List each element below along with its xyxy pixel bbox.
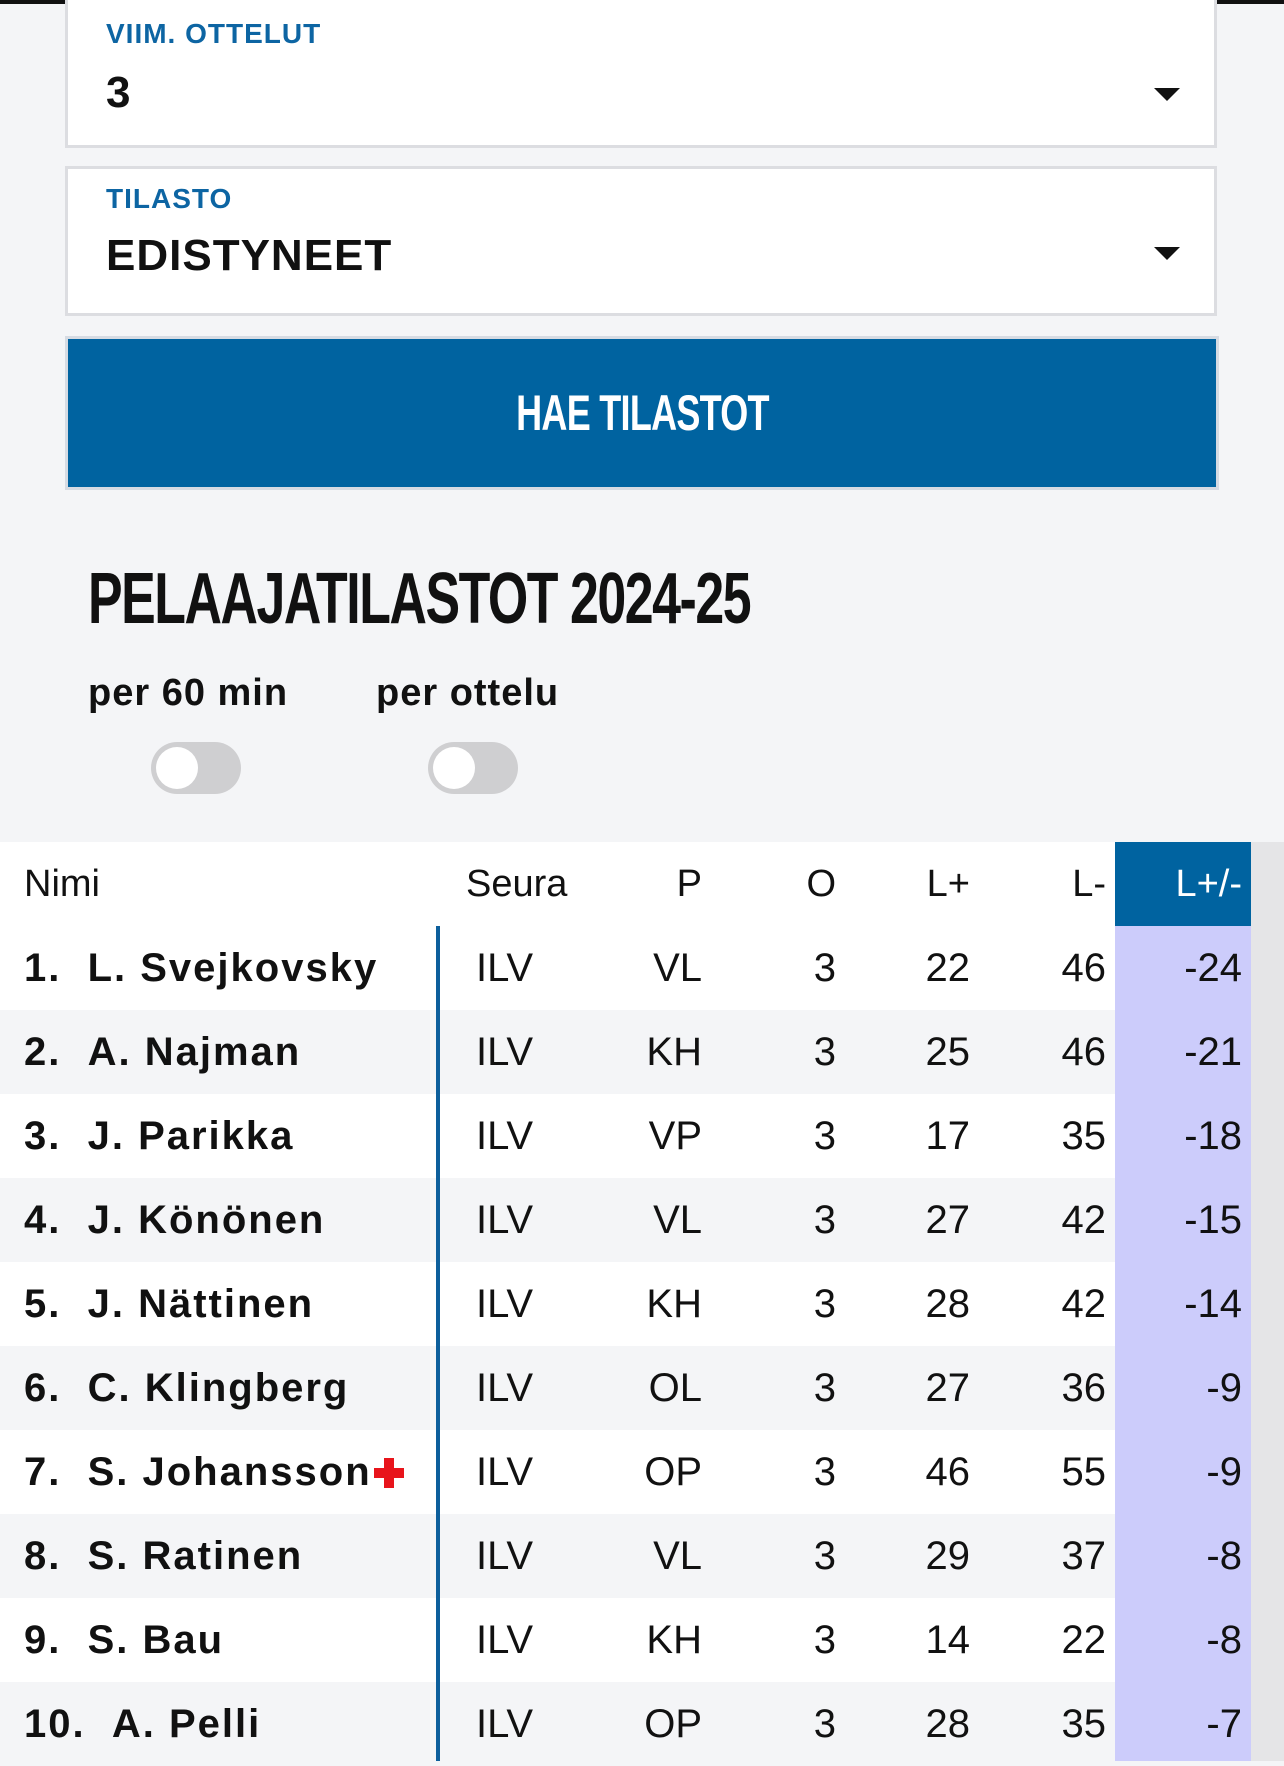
minus-cell: 22 <box>1061 1618 1106 1662</box>
player-name[interactable]: S. Ratinen <box>87 1534 304 1578</box>
player-name[interactable]: S. Bau <box>87 1618 225 1662</box>
position-cell: VL <box>653 1534 702 1578</box>
search-stats-button-label: HAE TILASTOT <box>515 385 769 441</box>
team-cell: ILV <box>476 1534 534 1578</box>
table-row[interactable] <box>0 1430 1115 1514</box>
table-header <box>0 842 1242 926</box>
table-row[interactable] <box>0 1262 1115 1346</box>
games-cell: 3 <box>813 1618 836 1662</box>
injury-cross-icon <box>374 1458 404 1488</box>
player-rank: 1. <box>24 946 62 990</box>
minus-cell: 55 <box>1061 1450 1106 1494</box>
games-cell: 3 <box>813 1198 836 1242</box>
plus-cell: 25 <box>925 1030 970 1074</box>
table-row[interactable] <box>0 1346 1115 1430</box>
horizontal-scroll-area[interactable] <box>1251 842 1284 1761</box>
plus-minus-cell: -9 <box>1206 1366 1242 1410</box>
per-60-toggle[interactable] <box>151 742 241 794</box>
team-cell: ILV <box>476 1618 534 1662</box>
table-row[interactable] <box>0 1682 1115 1766</box>
minus-cell: 37 <box>1061 1534 1106 1578</box>
plus-cell: 28 <box>925 1702 970 1746</box>
player-name-cell[interactable] <box>24 1514 303 1598</box>
player-name[interactable]: C. Klingberg <box>87 1366 350 1410</box>
games-cell: 3 <box>813 1030 836 1074</box>
team-cell: ILV <box>476 1198 534 1242</box>
player-name-cell[interactable] <box>24 1010 301 1094</box>
header-games[interactable]: O <box>806 863 836 905</box>
per-game-label: per ottelu <box>376 672 560 714</box>
toggle-knob <box>433 747 475 789</box>
player-name[interactable]: J. Nättinen <box>87 1282 315 1326</box>
plus-minus-cell: -15 <box>1184 1198 1242 1242</box>
player-name[interactable]: J. Könönen <box>87 1198 326 1242</box>
per-game-toggle[interactable] <box>428 742 518 794</box>
games-cell: 3 <box>813 1366 836 1410</box>
player-name-cell[interactable] <box>24 1178 325 1262</box>
minus-cell: 42 <box>1061 1198 1106 1242</box>
player-name-cell[interactable] <box>24 1682 261 1766</box>
table-row[interactable] <box>0 1010 1115 1094</box>
search-stats-button[interactable] <box>65 336 1219 490</box>
table-row[interactable] <box>0 1178 1115 1262</box>
position-cell: VL <box>653 946 702 990</box>
position-cell: OP <box>644 1450 702 1494</box>
player-name-cell[interactable] <box>24 1346 349 1430</box>
player-rank: 6. <box>24 1366 62 1410</box>
chevron-down-icon <box>1154 247 1180 260</box>
player-rank: 10. <box>24 1702 86 1746</box>
plus-minus-cell: -21 <box>1184 1030 1242 1074</box>
plus-minus-cell: -14 <box>1184 1282 1242 1326</box>
player-name-cell[interactable] <box>24 1094 294 1178</box>
player-name[interactable]: L. Svejkovsky <box>87 946 379 990</box>
header-name[interactable]: Nimi <box>24 863 100 905</box>
position-cell: VP <box>648 1114 702 1158</box>
plus-cell: 28 <box>925 1282 970 1326</box>
plus-minus-cell: -7 <box>1206 1702 1242 1746</box>
team-cell: ILV <box>476 1702 534 1746</box>
table-row[interactable] <box>0 926 1115 1010</box>
games-cell: 3 <box>813 946 836 990</box>
player-rank: 2. <box>24 1030 62 1074</box>
plus-cell: 29 <box>925 1534 970 1578</box>
player-name-cell[interactable] <box>24 926 378 1010</box>
minus-cell: 36 <box>1061 1366 1106 1410</box>
games-cell: 3 <box>813 1114 836 1158</box>
plus-minus-cell: -9 <box>1206 1450 1242 1494</box>
games-cell: 3 <box>813 1450 836 1494</box>
player-rank: 7. <box>24 1450 62 1494</box>
team-cell: ILV <box>476 1114 534 1158</box>
stat-type-label: TILASTO <box>106 183 233 214</box>
player-name[interactable]: A. Pelli <box>111 1702 262 1746</box>
team-cell: ILV <box>476 1366 534 1410</box>
recent-games-value: 3 <box>106 68 132 117</box>
plus-cell: 27 <box>925 1198 970 1242</box>
per-60-label: per 60 min <box>88 672 289 714</box>
games-cell: 3 <box>813 1534 836 1578</box>
plus-cell: 17 <box>925 1114 970 1158</box>
table-row[interactable] <box>0 1094 1115 1178</box>
header-plus[interactable]: L+ <box>926 863 970 905</box>
stat-type-value: EDISTYNEET <box>106 231 393 280</box>
minus-cell: 46 <box>1061 1030 1106 1074</box>
plus-minus-cell: -24 <box>1184 946 1242 990</box>
games-cell: 3 <box>813 1702 836 1746</box>
page-title: PELAAJATILASTOT 2024-25 <box>88 559 751 639</box>
position-cell: KH <box>646 1282 702 1326</box>
table-row[interactable] <box>0 1514 1115 1598</box>
team-cell: ILV <box>476 946 534 990</box>
plus-cell: 46 <box>925 1450 970 1494</box>
table-row[interactable] <box>0 1598 1115 1682</box>
plus-cell: 27 <box>925 1366 970 1410</box>
player-stats-table <box>0 842 1284 1761</box>
player-name-cell[interactable] <box>24 1598 224 1682</box>
plus-cell: 22 <box>925 946 970 990</box>
player-rank: 8. <box>24 1534 62 1578</box>
player-name-cell[interactable] <box>24 1262 314 1346</box>
player-name[interactable]: S. Johansson <box>87 1450 372 1494</box>
minus-cell: 46 <box>1061 946 1106 990</box>
minus-cell: 35 <box>1061 1702 1106 1746</box>
header-minus[interactable]: L- <box>1072 863 1106 905</box>
player-rank: 5. <box>24 1282 62 1326</box>
position-cell: KH <box>646 1618 702 1662</box>
team-cell: ILV <box>476 1030 534 1074</box>
plus-minus-cell: -8 <box>1206 1534 1242 1578</box>
plus-minus-cell: -8 <box>1206 1618 1242 1662</box>
player-rank: 4. <box>24 1198 62 1242</box>
frozen-column-divider <box>436 926 440 1761</box>
minus-cell: 42 <box>1061 1282 1106 1326</box>
plus-cell: 14 <box>925 1618 970 1662</box>
player-rank: 9. <box>24 1618 62 1662</box>
player-name-cell[interactable] <box>24 1430 404 1514</box>
team-cell: ILV <box>476 1450 534 1494</box>
position-cell: OP <box>644 1702 702 1746</box>
position-cell: KH <box>646 1030 702 1074</box>
recent-games-label: VIIM. OTTELUT <box>106 18 322 49</box>
games-cell: 3 <box>813 1282 836 1326</box>
toggle-knob <box>156 747 198 789</box>
position-cell: OL <box>648 1366 702 1410</box>
plus-minus-cell: -18 <box>1184 1114 1242 1158</box>
header-position[interactable]: P <box>676 863 702 905</box>
stat-type-select[interactable] <box>65 166 1217 316</box>
player-name[interactable]: J. Parikka <box>87 1114 295 1158</box>
chevron-down-icon <box>1154 88 1180 101</box>
position-cell: VL <box>653 1198 702 1242</box>
recent-games-select[interactable] <box>65 0 1217 148</box>
minus-cell: 35 <box>1061 1114 1106 1158</box>
header-team[interactable]: Seura <box>466 863 568 905</box>
team-cell: ILV <box>476 1282 534 1326</box>
header-plus-minus[interactable]: L+/- <box>1175 863 1242 905</box>
player-rank: 3. <box>24 1114 62 1158</box>
player-name[interactable]: A. Najman <box>87 1030 302 1074</box>
